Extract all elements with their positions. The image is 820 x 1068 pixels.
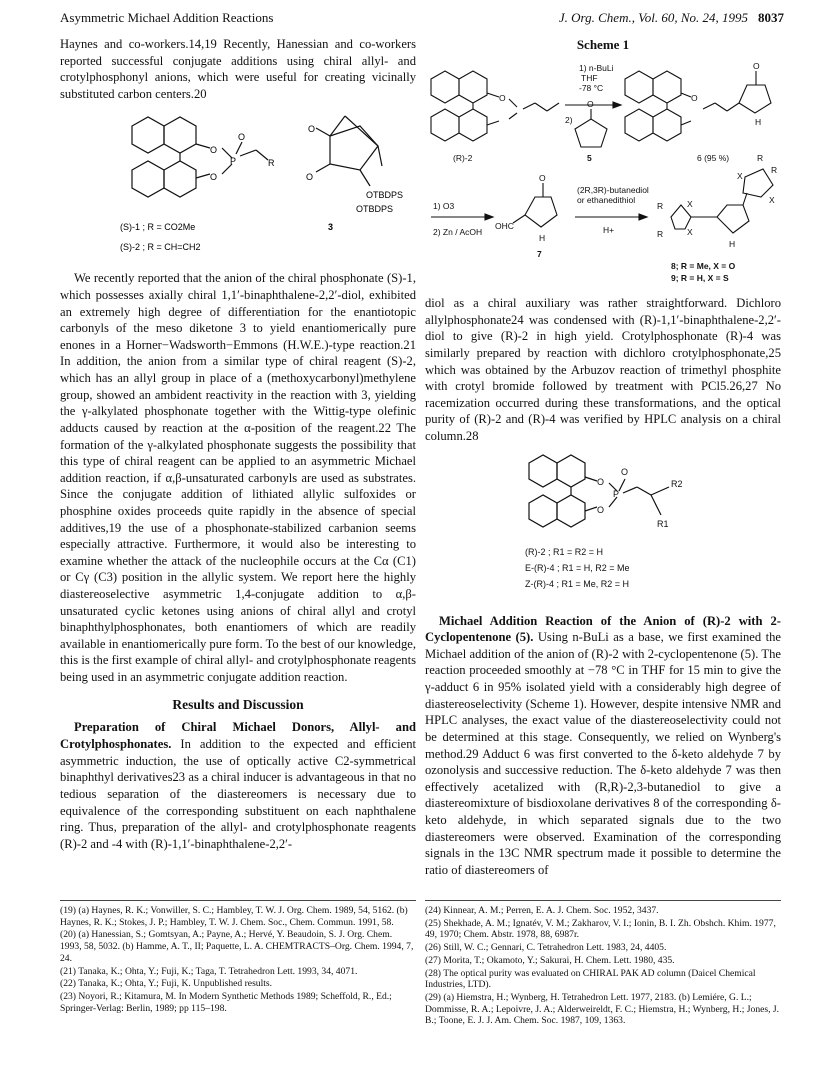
fig2-oxygen-label-1: O: [597, 476, 605, 487]
compound-2-label: (S)-2 ; R = CH=CH2: [120, 242, 201, 253]
scheme-compound-5: 5: [587, 153, 592, 164]
footnote-20: (20) (a) Hanessian, S.; Gomtsyan, A.; Payne, A.; Hervé, Y. Beaudoin, S. J. Org. Chem. 1993, 58, 5032. (b) Hamme, A. T., II; Paquette, L. A. CHEMTRACTS–Org. Chem. 1994, 7, 24.: [60, 929, 414, 964]
fig2-compound-c: Z-(R)-4 ; R1 = Me, R2 = H: [525, 578, 630, 589]
acetal-x-label-1: X: [687, 199, 693, 210]
scheme-step-2: 2): [565, 115, 573, 126]
scheme-1: [425, 57, 781, 289]
acetal-x-label-2: X: [687, 227, 693, 238]
run-in-heading-preparation: Preparation of Chiral Michael Donors, Allyl- and Crotylphosphonates.: [60, 720, 416, 752]
substituent-r-label: R: [268, 158, 275, 169]
scheme-compound-9: 9; R = H, X = S: [671, 273, 729, 284]
footnote-21: (21) Tanaka, K.; Ohta, Y.; Fuji, K.; Taga, T. Tetrahedron Lett. 1993, 34, 4071.: [60, 965, 358, 977]
paragraph-preparation: [60, 719, 416, 852]
fig2-compound-a: (R)-2 ; R1 = R2 = H: [525, 546, 604, 557]
acetal-r-label-1: R: [657, 201, 664, 212]
scheme-compound-6: 6 (95 %): [697, 153, 730, 164]
compound-3-label: 3: [328, 222, 334, 233]
fig2-r2-label: R2: [671, 478, 683, 489]
scheme-acid: H+: [603, 225, 615, 236]
oxygen-label-1: O: [210, 145, 218, 156]
footnote-23: (23) Noyori, R.; Kitamura, M. In Modern Synthetic Methods 1989; Scheffold, R., Ed.; Springer-Verlag: Berlin, 1989; pp 115–198.: [60, 990, 392, 1014]
paragraph-preparation-body: In addition to the expected and efficient asymmetric induction, the use of optically active C2-symmetrical binaphthyl derivatives23 as a chiral inducer is advantageous in that no tedious separation of the diastereomers is necessary due to equivalence of the corresponding substituent on each naphthalene ring. Thus, preparation of the allyl- and crotylphosphonate reagents (R)-2 and -4 with (R)-1,1′-binaphthalene-2,2′-: [60, 737, 416, 851]
spiro-x-label-2: X: [769, 195, 775, 206]
paragraph-michael-body: Using n-BuLi as a base, we first examined the Michael addition of the anion of (R)-2 with 2-cyclopentenone (5). The reaction proceeded smoothly at −78 °C in THF for 15 min to give the γ-adduct 6 in 95% isolated yield with a considerably high degree of diastereoselectivity (Scheme 1). However, despite intensive NMR and HPLC analyses, the exact value of the diastereoselectivity could not be determined at this stage. Consequently, we relied on Wynberg's method.29 Adduct 6 was first converted to the δ-keto aldehyde 7 by ozonolysis and successive reduction. The δ-keto aldehyde 7 was then effectively acetalized with (R,R)-2,3-butanediol to give a diastereomixture of bisdioxolane derivatives 8 of the corresponding δ-keto aldehyde, in which separated signals due to the two diastereomers were observed. Examination of the corresponding signals in the 13C NMR spectrum made it possible to determine the ratio of diastereomers of: [425, 630, 781, 877]
spiro-r-label-1: R: [757, 153, 764, 164]
fig2-r1-label: R1: [657, 518, 669, 529]
acetal-r-label-2: R: [657, 229, 664, 240]
ketone-oxygen-label-1: O: [308, 124, 316, 135]
scheme-ozonolysis: 1) O3: [433, 201, 455, 212]
fig2-phosphoryl-oxygen-label: O: [621, 466, 629, 477]
scheme-1-drawing: [425, 57, 781, 289]
page-number: 8037: [758, 10, 784, 25]
otbdps-label-1: OTBDPS: [366, 190, 404, 201]
product-oxygen-label: O: [691, 93, 698, 104]
run-in-heading-michael: Michael Addition Reaction of the Anion of (R)-2 with 2-Cyclopentenone (5).: [425, 613, 781, 645]
paragraph-background: We recently reported that the anion of the chiral phosphonate (S)-1, which possesses axially chiral 1,1′-binaphthalene-2,2′-diol, exhibited an extremely high degree of differentiation for the enantiotopic carbonyls of the meso diketone 3 to yield enantiomerically pure enones in a Horner−Wadsworth−Emmons (H.W.E.)-type reaction.21 In addition, the anion from a similar type of chiral reagent (S)-2, which has an allyl group in place of a (methoxycarbonyl)methylene group, showed an ambident reactivity in the reaction with 3, yielding the γ-alkylated phosphonate together with the Wittig-type olefinic adducts caused by reaction at the α-position of the reagent.22 The formation of the γ-alkylated phosphonate suggests the possibility that this type of chiral reagent can be applied to an asymmetric Michael addition reaction, if α,β-unsaturated carbonyls are used as substrates. Since the conjugate addition of lithiated allylic sulfoxides or phosphine oxides proceeds quite rapidly in the absence of special additives,19 the use of a phosphonate-stabilized carbanion seems especially attractive. Furthermore, it would also be interesting to examine whether the attack of the nucleophile occurs at the Cα (C1) or Cγ (C3) position in the allylic system. We report here the highly diastereoselective asymmetric 1,4-conjugate addition to α,β-unsaturated cyclic ketones using anions of chiral allyl and crotyl binaphthylphosphonates, both enantiomers of which are readily available in enantiomerically pure form. To the best of our knowledge, this is the first example of chiral allyl- and crotylphosphonate reagents being used in an asymmetric conjugate addition reaction.: [60, 271, 416, 685]
footnote-28: (28) The optical purity was evaluated on CHIRAL PAK AD column (Daicel Chemical Industries, LTD).: [425, 967, 756, 991]
right-column: [425, 36, 781, 884]
section-title-results: Results and Discussion: [172, 696, 304, 712]
allyl-crotyl-structures-drawing: [425, 451, 781, 601]
scheme-temperature: -78 °C: [579, 83, 604, 94]
footnote-19: (19) (a) Haynes, R. K.; Vonwiller, S. C.; Hambley, T. W. J. Org. Chem. 1989, 54, 5162. (b) Haynes, R. K.; Stokes, J. P.; Hambley, T. W. J. Chem. Soc., Chem. Commun. 1991, 58.: [60, 905, 408, 928]
otbdps-label-2: OTBDPS: [356, 204, 394, 215]
footnotes-right: [425, 900, 781, 1028]
scheme-compound-7: 7: [537, 249, 542, 260]
scheme-reagent-label: (R)-2: [453, 153, 473, 164]
journal-citation: J. Org. Chem., Vol. 60, No. 24, 1995: [558, 10, 748, 25]
footnote-27: (27) Morita, T.; Okamoto, Y.; Sakurai, H. Chem. Lett. 1980, 435.: [425, 954, 675, 966]
scheme-step-1: 1) n-BuLi: [579, 63, 614, 74]
fig2-oxygen-label-2: O: [597, 504, 605, 515]
scheme-diol: (2R,3R)-butanediol: [577, 185, 649, 196]
structures-figure-2: [425, 451, 781, 601]
scheme-compound-8: 8; R = Me, X = O: [671, 261, 736, 272]
running-header-journal: [559, 10, 784, 26]
footnote-rule-right: [425, 900, 781, 901]
fig2-compound-b: E-(R)-4 ; R1 = H, R2 = Me: [525, 562, 630, 573]
product-h-label: H: [755, 117, 762, 128]
footnotes-left: [60, 900, 416, 1015]
scheme-reduction: 2) Zn / AcOH: [433, 227, 483, 238]
phosphorus-label: P: [230, 156, 237, 167]
compound-1-label: (S)-1 ; R = CO2Me: [120, 222, 196, 233]
spiro-r-label-2: R: [771, 165, 778, 176]
footnote-24: (24) Kinnear, A. M.; Perren, E. A. J. Chem. Soc. 1952, 3437.: [425, 905, 659, 916]
phosphoryl-oxygen-label: O: [238, 132, 246, 143]
keto-aldehyde-h-label: H: [539, 233, 546, 244]
enone-oxygen-label: O: [587, 99, 594, 110]
spiro-x-label-1: X: [737, 171, 743, 182]
structures-figure-1: [60, 108, 416, 258]
paragraph-intro-continued: Haynes and co-workers.14,19 Recently, Hanessian and co-workers reported successful conjugate additions using chiral allyl- and crotylphosphonyl anions, which were useful for creating vicinally substituted carbon centers.20: [60, 37, 416, 101]
scheme-title: Scheme 1: [576, 37, 630, 52]
footnote-25: (25) Shekhade, A. M.; Ignatév, V. M.; Zakharov, V. I.; Ionin, B. I. Zh. Obshch. Khim. 1977, 49, 1970; Chem. Abstr. 1978, 88, 6987r.: [425, 917, 776, 941]
footnote-26: (26) Still, W. C.; Gennari, C. Tetrahedron Lett. 1983, 24, 4405.: [425, 942, 667, 954]
left-column: [60, 36, 416, 858]
scheme-dithiol: or ethanedithiol: [577, 195, 636, 206]
scheme-solvent: THF: [581, 73, 598, 84]
running-header-title: Asymmetric Michael Addition Reactions: [60, 10, 274, 25]
footnote-29: (29) (a) Hiemstra, H.; Wynberg, H. Tetrahedron Lett. 1977, 2183. (b) Lemiére, G. L.; Dommisse, R. A.; Lepoivre, J. A.; Alderweireldt, F. C.; Hiemstra, H.; Wynberg, H.; Jones, J. B.; Toone, E. J. J. Am. Chem. Soc. 1987, 109, 1363.: [425, 991, 780, 1027]
footnote-rule-left: [60, 900, 416, 901]
spiro-h-label: H: [729, 239, 736, 250]
oxygen-label-2: O: [210, 172, 218, 183]
ketone-oxygen-label-2: O: [306, 172, 314, 183]
scheme-aldehyde-label: OHC: [495, 221, 514, 232]
product-ketone-label: O: [753, 61, 760, 72]
paragraph-preparation-continued: diol as a chiral auxiliary was rather straightforward. Dichloro allylphosphonate24 was condensed with (R)-1,1′-binaphthalene-2,2′-diol to give (R)-2 in high yield. Crotylphosphonate (R)-4 was similarly prepared by reaction with dichloro crotylphosphonate,25 which was obtained by the Arbuzov reaction of trimethyl phosphite with crotyl bromide followed by treatment with PCl5.26,27 No racemization occurred during these transformations, and the optical purity of (R)-2 and (R)-4 was verified by HPLC analysis on a chiral column.28: [425, 296, 781, 444]
keto-aldehyde-oxygen-label: O: [539, 173, 546, 184]
footnote-22: (22) Tanaka, K.; Ohta, Y.; Fuji, K. Unpublished results.: [60, 978, 273, 990]
ester-oxygen-label: O: [499, 93, 506, 104]
paragraph-michael-addition: [425, 613, 781, 879]
binaphthyl-structures-drawing: [60, 108, 416, 258]
fig2-phosphorus-label: P: [613, 488, 620, 499]
